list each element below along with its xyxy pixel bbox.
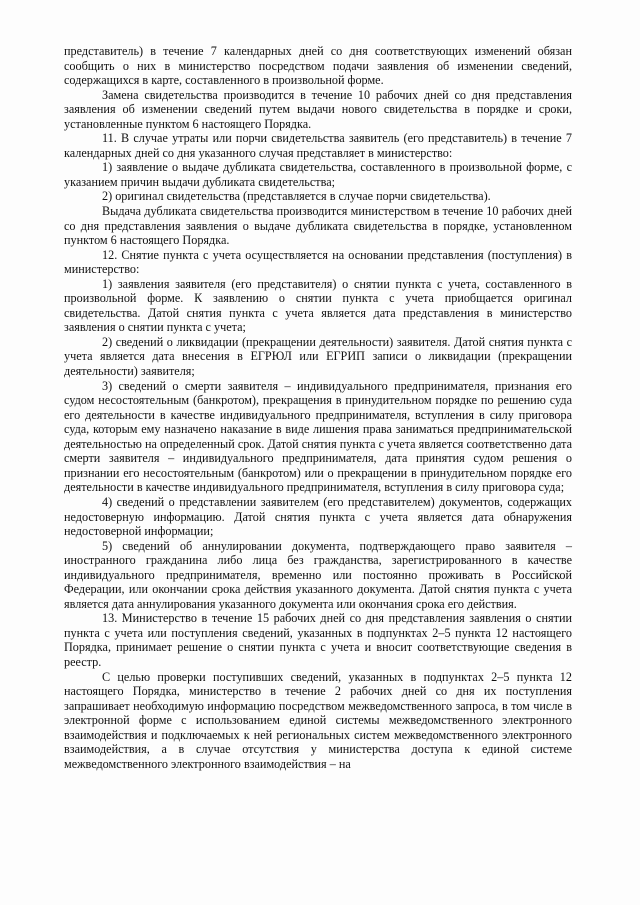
paragraph-continuation: представитель) в течение 7 календарных дней со дня соответствующих изменений обязан сообщить о них в министерство посредством подачи заявления об изменении сведений, содержащихся в карте, составленного в произвольной форме. xyxy=(64,44,572,88)
paragraph-replacement-certificate: Замена свидетельства производится в течение 10 рабочих дней со дня представления заявления об изменении сведений путем выдачи нового свидетельства в порядке и сроки, установленные пунктом 6 настоящего Порядка. xyxy=(64,87,572,131)
paragraph-item-11-2: 2) оригинал свидетельства (представляется в случае порчи свидетельства). xyxy=(102,189,491,204)
paragraph-item-11: 11. В случае утраты или порчи свидетельства заявитель (его представитель) в течение 7 календарных дней со дня указанного случая представляет в министерство: xyxy=(64,131,572,160)
paragraph-item-11-1: 1) заявление о выдаче дубликата свидетельства, составленного в произвольной форме, с указанием причин выдачи дубликата свидетельства; xyxy=(64,160,572,189)
paragraph-item-12-3: 3) сведений о смерти заявителя – индивидуального предпринимателя, признания его судом несостоятельным (банкротом), прекращения в принудительном порядке по решению суда его деятельности в качестве индивидуального предпринимателя, вступления в силу приговора суда, которым ему назначено наказание в виде лишения права заниматься предпринимательской деятельностью на определенный срок. Датой снятия пункта с учета является соответственно дата смерти заявителя – индивидуального предпринимателя, дата принятия судом решения о признании его несостоятельным (банкротом) или о прекращении в принудительном порядке его деятельности в качестве индивидуального предпринимателя, вступления в силу приговора суда; xyxy=(64,378,572,495)
paragraph-item-12-4: 4) сведений о представлении заявителем (его представителем) документов, содержащих недостоверную информацию. Датой снятия пункта с учета является дата обнаружения недостоверной информации; xyxy=(64,494,572,539)
paragraph-item-12-5: 5) сведений об аннулировании документа, подтверждающего право заявителя – иностранного гражданина либо лица без гражданства, зарегистрированного в качестве индивидуального предпринимателя, временно или постоянно проживать в Российской Федерации, или окончании срока действия указанного документа. Датой снятия пункта с учета является дата аннулирования указанного документа или окончания срока его действия. xyxy=(64,538,572,611)
paragraph-verification: С целью проверки поступивших сведений, указанных в подпунктах 2–5 пункта 12 настоящего Порядка, министерство в течение 2 рабочих дней со дня их поступления запрашивает необходимую информацию посредством межведомственного запроса, в том числе в электронной форме с использованием единой системы межведомственного электронного взаимодействия и подключаемых к ней региональных систем межведомственного электронного взаимодействия, а в случае отсутствия у министерства доступа к единой системе межведомственного электронного взаимодействия – на xyxy=(64,669,572,771)
paragraph-item-12: 12. Снятие пункта с учета осуществляется на основании представления (поступления) в министерство: xyxy=(64,247,572,277)
paragraph-item-12-1: 1) заявления заявителя (его представителя) о снятии пункта с учета, составленного в произвольной форме. К заявлению о снятии пункта с учета приобщается оригинал свидетельства. Датой снятия пункта с учета является дата представления в министерство заявления о снятии пункта с учета; xyxy=(64,276,572,335)
paragraph-item-13: 13. Министерство в течение 15 рабочих дней со дня представления заявления о снятии пункта с учета или поступления сведений, указанных в подпунктах 2–5 пункта 12 настоящего Порядка, принимает решение о снятии пункта с учета и вносит соответствующие сведения в реестр. xyxy=(64,611,572,669)
paragraph-item-12-2: 2) сведений о ликвидации (прекращении деятельности) заявителя. Датой снятия пункта с учета является дата внесения в ЕГРЮЛ или ЕГРИП записи о ликвидации (прекращении деятельности) заявителя; xyxy=(64,334,572,379)
paragraph-duplicate-issue: Выдача дубликата свидетельства производится министерством в течение 10 рабочих дней со дня представления заявления о выдаче дубликата свидетельства в порядке, установленном пунктом 6 настоящего Порядка. xyxy=(64,204,572,248)
